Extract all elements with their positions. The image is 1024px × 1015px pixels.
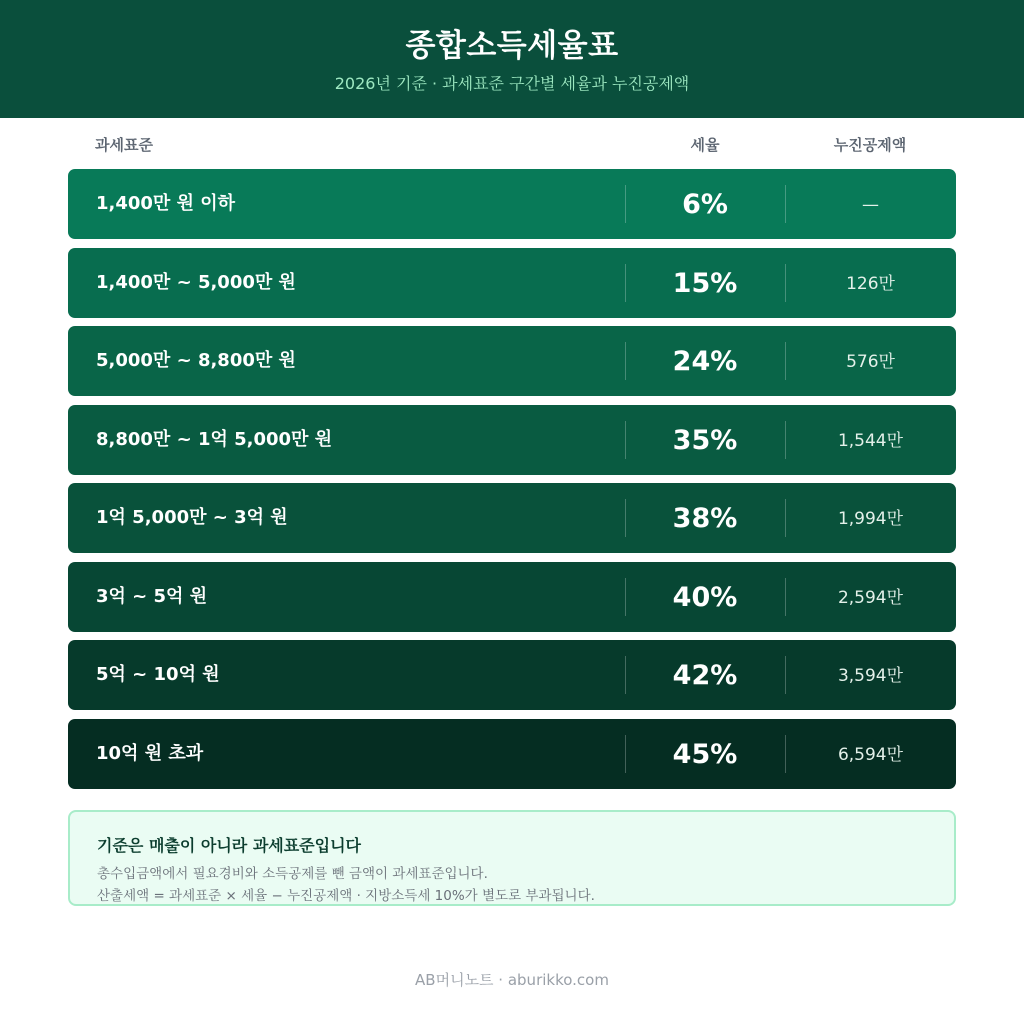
table-row xyxy=(68,326,956,396)
table-row xyxy=(68,248,956,318)
page-subtitle: 2026년 기준 · 과세표준 구간별 세율과 누진공제액 xyxy=(334,74,690,93)
column-headers xyxy=(0,134,1024,154)
row-tax-base: 5억 ~ 10억 원 xyxy=(96,664,220,685)
row-tax-rate: 24% xyxy=(672,346,738,377)
column-header-base: 과세표준 xyxy=(95,136,153,154)
note-line-1: 총수입금액에서 필요경비와 소득공제를 뺀 금액이 과세표준입니다. xyxy=(97,866,488,882)
row-deduction: 2,594만 xyxy=(837,588,904,608)
table-row xyxy=(68,562,956,632)
table-row xyxy=(68,405,956,475)
page-title: 종합소득세율표 xyxy=(405,28,619,64)
row-tax-rate: 40% xyxy=(672,582,738,613)
row-deduction: 126만 xyxy=(846,274,895,294)
row-deduction: 1,994만 xyxy=(837,509,904,529)
row-tax-rate: 15% xyxy=(672,268,738,299)
table-row xyxy=(68,719,956,789)
column-header-deduction: 누진공제액 xyxy=(833,136,907,154)
row-deduction: — xyxy=(862,195,879,215)
note-title: 기준은 매출이 아니라 과세표준입니다 xyxy=(97,836,362,855)
page-header xyxy=(0,0,1024,118)
row-tax-rate: 35% xyxy=(672,425,738,456)
row-deduction: 576만 xyxy=(846,352,895,372)
note-line-2: 산출세액 = 과세표준 × 세율 − 누진공제액 · 지방소득세 10%가 별도로 부과됩니다. xyxy=(97,888,595,904)
table-row xyxy=(68,640,956,710)
row-tax-base: 5,000만 ~ 8,800만 원 xyxy=(96,350,296,371)
row-deduction: 6,594만 xyxy=(837,745,904,765)
row-tax-base: 1억 5,000만 ~ 3억 원 xyxy=(96,507,288,528)
row-tax-base: 10억 원 초과 xyxy=(96,743,204,764)
table-row xyxy=(68,483,956,553)
row-tax-rate: 45% xyxy=(672,739,738,770)
table-row xyxy=(68,169,956,239)
footer-credit: AB머니노트 · aburikko.com xyxy=(415,971,609,989)
row-tax-rate: 42% xyxy=(672,660,738,691)
row-tax-base: 8,800만 ~ 1억 5,000만 원 xyxy=(96,429,333,450)
row-deduction: 3,594만 xyxy=(837,666,904,686)
row-deduction: 1,544만 xyxy=(837,431,904,451)
row-tax-base: 1,400만 ~ 5,000만 원 xyxy=(96,272,296,293)
column-header-rate: 세율 xyxy=(690,136,720,154)
row-tax-base: 3억 ~ 5억 원 xyxy=(96,586,208,607)
row-tax-rate: 6% xyxy=(682,189,728,220)
info-note xyxy=(68,810,956,906)
row-tax-base: 1,400만 원 이하 xyxy=(96,193,236,214)
row-tax-rate: 38% xyxy=(672,503,738,534)
